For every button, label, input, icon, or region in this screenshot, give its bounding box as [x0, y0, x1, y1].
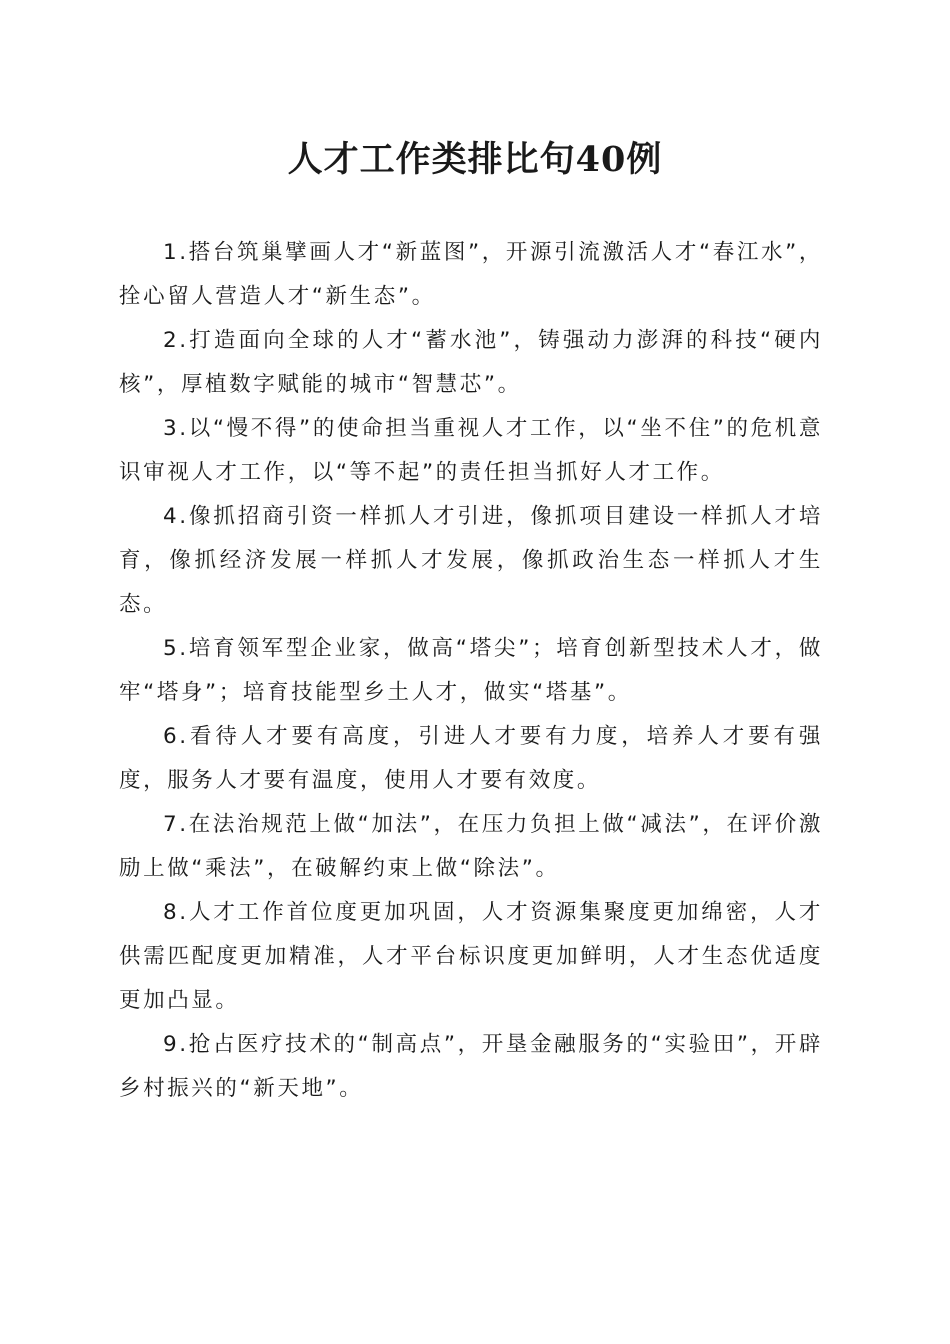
- document-body: [119, 231, 823, 1111]
- list-item: 5.培育领军型企业家，做高“塔尖”；培育创新型技术人才，做牢“塔身”；培育技能型乡土人才，做实“塔基”。: [119, 636, 823, 705]
- list-item: 8.人才工作首位度更加巩固，人才资源集聚度更加绵密，人才供需匹配度更加精准，人才平台标识度更加鲜明，人才生态优适度更加凸显。: [119, 900, 823, 1013]
- list-item: 9.抢占医疗技术的“制高点”，开垦金融服务的“实验田”，开辟乡村振兴的“新天地”。: [119, 1032, 823, 1101]
- list-item: 2.打造面向全球的人才“蓄水池”，铸强动力澎湃的科技“硬内核”，厚植数字赋能的城市“智慧芯”。: [119, 328, 823, 397]
- document-title: 人才工作类排比句40例: [287, 139, 663, 180]
- list-item: 4.像抓招商引资一样抓人才引进，像抓项目建设一样抓人才培育，像抓经济发展一样抓人才发展，像抓政治生态一样抓人才生态。: [119, 504, 823, 617]
- list-item: 6.看待人才要有高度，引进人才要有力度，培养人才要有强度，服务人才要有温度，使用人才要有效度。: [119, 724, 823, 793]
- list-item: 1.搭台筑巢擘画人才“新蓝图”，开源引流激活人才“春江水”，拴心留人营造人才“新生态”。: [119, 240, 823, 309]
- list-item: 3.以“慢不得”的使命担当重视人才工作，以“坐不住”的危机意识审视人才工作，以“等不起”的责任担当抓好人才工作。: [119, 416, 823, 485]
- list-item: 7.在法治规范上做“加法”，在压力负担上做“减法”，在评价激励上做“乘法”，在破解约束上做“除法”。: [119, 812, 823, 881]
